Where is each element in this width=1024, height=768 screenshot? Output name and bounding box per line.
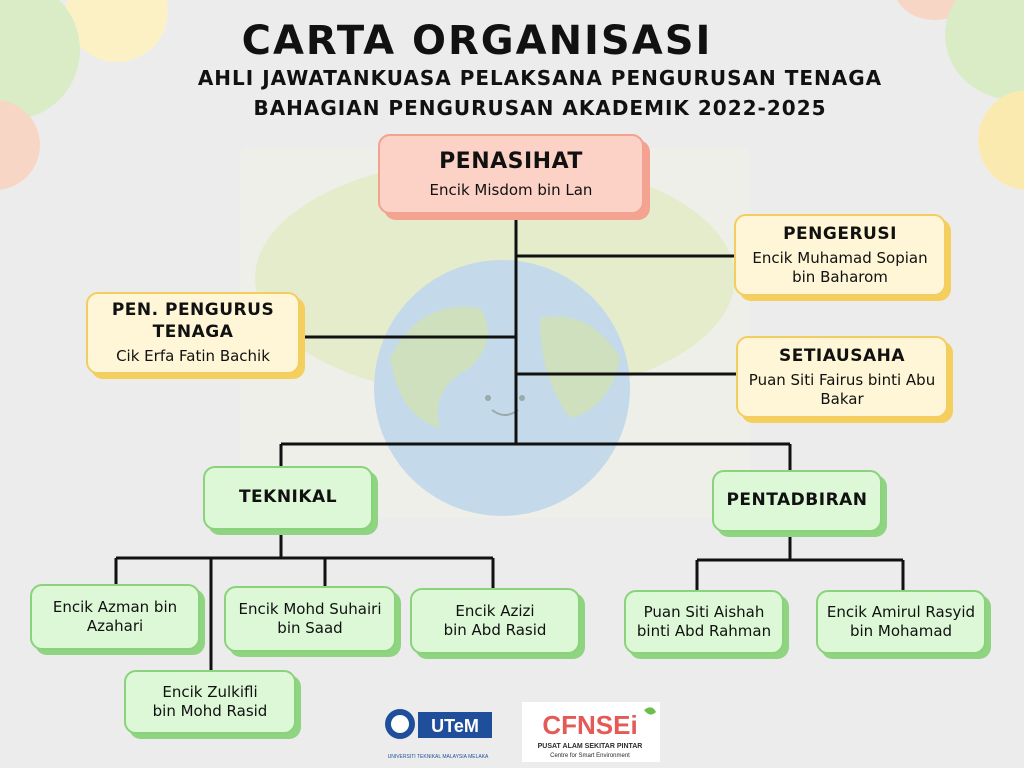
pengerusi-role: PENGERUSI — [783, 223, 897, 244]
setiausaha-box — [736, 336, 948, 418]
teknikal-member-box — [30, 584, 200, 650]
page-subtitle-line1: AHLI JAWATANKUASA PELAKSANA PENGURUSAN TENAGA — [197, 66, 883, 90]
cfse-logo-text: CFNSEi — [542, 710, 638, 740]
penasihat-box — [378, 134, 644, 214]
utem-logo-caption: UNIVERSITI TEKNIKAL MALAYSIA MELAKA — [387, 754, 489, 760]
cfse-logo-caption2: Centre for Smart Environment — [550, 753, 630, 759]
member-name-line2: Azahari — [86, 617, 144, 635]
penasihat-role: PENASIHAT — [439, 148, 583, 174]
pentadbiran-label: PENTADBIRAN — [726, 490, 868, 511]
member-name-line2: bin Mohd Rasid — [152, 702, 268, 720]
pengerusi-name-line2: bin Baharom — [792, 267, 888, 286]
pentadbiran-member-box — [624, 590, 784, 654]
pentadbiran-box — [712, 470, 882, 532]
utem-logo — [382, 702, 494, 762]
member-name-line2: bin Saad — [277, 619, 343, 637]
pengerusi-name-line1: Encik Muhamad Sopian — [752, 248, 928, 267]
teknikal-member-box — [410, 588, 580, 654]
cfse-logo — [522, 702, 660, 762]
penasihat-name: Encik Misdom bin Lan — [429, 181, 593, 200]
member-name-line1: Encik Zulkifli — [162, 683, 258, 702]
member-name-line1: Encik Amirul Rasyid — [826, 603, 976, 622]
member-name-line2: bin Abd Rasid — [443, 621, 547, 639]
member-name-line1: Encik Azman bin — [52, 598, 178, 617]
cfse-logo-caption1: PUSAT ALAM SEKITAR PINTAR — [537, 743, 643, 750]
teknikal-label: TEKNIKAL — [238, 487, 338, 508]
pen-pengurus-name: Cik Erfa Fatin Bachik — [116, 346, 270, 365]
pengerusi-box — [734, 214, 946, 296]
page-subtitle-line2: BAHAGIAN PENGURUSAN AKADEMIK 2022-2025 — [253, 96, 827, 120]
pen-pengurus-role-line1: PEN. PENGURUS — [111, 300, 275, 321]
setiausaha-role: SETIAUSAHA — [778, 345, 905, 366]
teknikal-box — [203, 466, 373, 530]
page-title: CARTA ORGANISASI — [241, 18, 713, 64]
pen-pengurus-role-line2: TENAGA — [152, 321, 234, 342]
utem-logo-text: UTeM — [431, 716, 479, 736]
pentadbiran-member-box — [816, 590, 986, 654]
member-name-line1: Encik Azizi — [455, 602, 535, 621]
member-name-line1: Puan Siti Aishah — [643, 603, 765, 622]
member-name-line2: binti Abd Rahman — [636, 622, 772, 640]
teknikal-member-box — [224, 586, 396, 652]
pen-pengurus-box — [86, 292, 300, 374]
setiausaha-name-line2: Bakar — [820, 389, 864, 408]
member-name-line2: bin Mohamad — [849, 622, 953, 640]
teknikal-member-box — [124, 670, 296, 734]
member-name-line1: Encik Mohd Suhairi — [238, 600, 382, 619]
setiausaha-name-line1: Puan Siti Fairus binti Abu — [748, 370, 936, 389]
